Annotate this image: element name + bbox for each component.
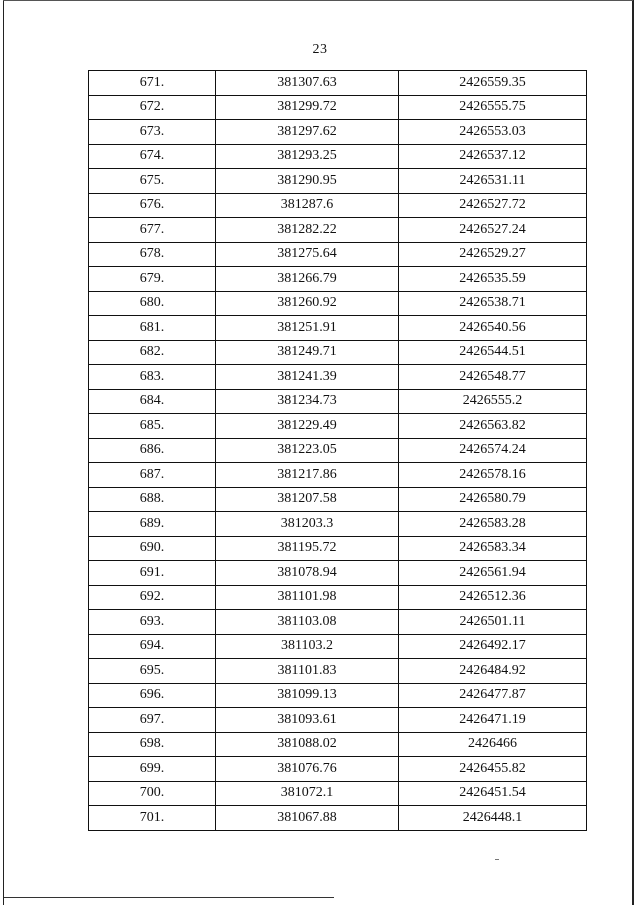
y-coordinate-cell: 2426544.51 [399, 340, 587, 365]
x-coordinate-cell: 381099.13 [216, 683, 399, 708]
y-coordinate-cell: 2426455.82 [399, 757, 587, 782]
point-number-cell: 678. [89, 242, 216, 267]
point-number-cell: 699. [89, 757, 216, 782]
x-coordinate-cell: 381067.88 [216, 806, 399, 831]
x-coordinate-cell: 381287.6 [216, 193, 399, 218]
table-row [89, 120, 587, 145]
page-border-top [3, 0, 633, 1]
point-number-cell: 691. [89, 561, 216, 586]
table-row [89, 340, 587, 365]
x-coordinate-cell: 381195.72 [216, 536, 399, 561]
x-coordinate-cell: 381076.76 [216, 757, 399, 782]
y-coordinate-cell: 2426484.92 [399, 659, 587, 684]
y-coordinate-cell: 2426583.34 [399, 536, 587, 561]
x-coordinate-cell: 381234.73 [216, 389, 399, 414]
y-coordinate-cell: 2426553.03 [399, 120, 587, 145]
table-row [89, 512, 587, 537]
point-number-cell: 695. [89, 659, 216, 684]
x-coordinate-cell: 381229.49 [216, 414, 399, 439]
table-row [89, 806, 587, 831]
point-number-cell: 675. [89, 169, 216, 194]
y-coordinate-cell: 2426580.79 [399, 487, 587, 512]
point-number-cell: 688. [89, 487, 216, 512]
point-number-cell: 671. [89, 71, 216, 96]
table-row [89, 438, 587, 463]
point-number-cell: 696. [89, 683, 216, 708]
x-coordinate-cell: 381072.1 [216, 781, 399, 806]
point-number-cell: 693. [89, 610, 216, 635]
point-number-cell: 701. [89, 806, 216, 831]
y-coordinate-cell: 2426555.2 [399, 389, 587, 414]
table-row [89, 781, 587, 806]
page-border-right [632, 0, 634, 905]
x-coordinate-cell: 381103.08 [216, 610, 399, 635]
point-number-cell: 692. [89, 585, 216, 610]
table-row [89, 316, 587, 341]
page-number: 23 [312, 42, 328, 57]
table-row [89, 561, 587, 586]
y-coordinate-cell: 2426466 [399, 732, 587, 757]
point-number-cell: 680. [89, 291, 216, 316]
table-row [89, 708, 587, 733]
table-row [89, 414, 587, 439]
y-coordinate-cell: 2426574.24 [399, 438, 587, 463]
page-border-left [3, 0, 4, 905]
point-number-cell: 672. [89, 95, 216, 120]
y-coordinate-cell: 2426527.72 [399, 193, 587, 218]
y-coordinate-cell: 2426559.35 [399, 71, 587, 96]
table-row [89, 487, 587, 512]
x-coordinate-cell: 381088.02 [216, 732, 399, 757]
y-coordinate-cell: 2426471.19 [399, 708, 587, 733]
y-coordinate-cell: 2426537.12 [399, 144, 587, 169]
y-coordinate-cell: 2426477.87 [399, 683, 587, 708]
y-coordinate-cell: 2426540.56 [399, 316, 587, 341]
coordinates-table [88, 70, 587, 831]
table-row [89, 610, 587, 635]
table-row [89, 267, 587, 292]
table-row [89, 463, 587, 488]
x-coordinate-cell: 381207.58 [216, 487, 399, 512]
table-row [89, 389, 587, 414]
y-coordinate-cell: 2426527.24 [399, 218, 587, 243]
x-coordinate-cell: 381101.83 [216, 659, 399, 684]
table-row [89, 95, 587, 120]
point-number-cell: 673. [89, 120, 216, 145]
table-row [89, 757, 587, 782]
x-coordinate-cell: 381241.39 [216, 365, 399, 390]
x-coordinate-cell: 381282.22 [216, 218, 399, 243]
table-row [89, 585, 587, 610]
x-coordinate-cell: 381217.86 [216, 463, 399, 488]
y-coordinate-cell: 2426578.16 [399, 463, 587, 488]
point-number-cell: 677. [89, 218, 216, 243]
point-number-cell: 679. [89, 267, 216, 292]
point-number-cell: 683. [89, 365, 216, 390]
x-coordinate-cell: 381101.98 [216, 585, 399, 610]
x-coordinate-cell: 381093.61 [216, 708, 399, 733]
x-coordinate-cell: 381103.2 [216, 634, 399, 659]
y-coordinate-cell: 2426531.11 [399, 169, 587, 194]
table-row [89, 634, 587, 659]
point-number-cell: 694. [89, 634, 216, 659]
x-coordinate-cell: 381275.64 [216, 242, 399, 267]
y-coordinate-cell: 2426512.36 [399, 585, 587, 610]
point-number-cell: 682. [89, 340, 216, 365]
point-number-cell: 681. [89, 316, 216, 341]
y-coordinate-cell: 2426583.28 [399, 512, 587, 537]
point-number-cell: 690. [89, 536, 216, 561]
x-coordinate-cell: 381251.91 [216, 316, 399, 341]
x-coordinate-cell: 381078.94 [216, 561, 399, 586]
x-coordinate-cell: 381290.95 [216, 169, 399, 194]
table-row [89, 683, 587, 708]
point-number-cell: 687. [89, 463, 216, 488]
y-coordinate-cell: 2426555.75 [399, 95, 587, 120]
y-coordinate-cell: 2426451.54 [399, 781, 587, 806]
table-row [89, 536, 587, 561]
table-row [89, 169, 587, 194]
point-number-cell: 676. [89, 193, 216, 218]
bottom-rule [4, 897, 334, 898]
y-coordinate-cell: 2426538.71 [399, 291, 587, 316]
y-coordinate-cell: 2426448.1 [399, 806, 587, 831]
point-number-cell: 686. [89, 438, 216, 463]
x-coordinate-cell: 381293.25 [216, 144, 399, 169]
table-row [89, 242, 587, 267]
table-row [89, 71, 587, 96]
x-coordinate-cell: 381307.63 [216, 71, 399, 96]
point-number-cell: 684. [89, 389, 216, 414]
y-coordinate-cell: 2426548.77 [399, 365, 587, 390]
coordinates-table-body [89, 71, 587, 831]
x-coordinate-cell: 381260.92 [216, 291, 399, 316]
point-number-cell: 700. [89, 781, 216, 806]
x-coordinate-cell: 381297.62 [216, 120, 399, 145]
point-number-cell: 698. [89, 732, 216, 757]
point-number-cell: 685. [89, 414, 216, 439]
x-coordinate-cell: 381266.79 [216, 267, 399, 292]
point-number-cell: 697. [89, 708, 216, 733]
table-row [89, 732, 587, 757]
table-row [89, 193, 587, 218]
x-coordinate-cell: 381223.05 [216, 438, 399, 463]
y-coordinate-cell: 2426563.82 [399, 414, 587, 439]
scan-mark [495, 859, 499, 860]
y-coordinate-cell: 2426535.59 [399, 267, 587, 292]
table-row [89, 218, 587, 243]
y-coordinate-cell: 2426561.94 [399, 561, 587, 586]
table-row [89, 659, 587, 684]
x-coordinate-cell: 381203.3 [216, 512, 399, 537]
point-number-cell: 674. [89, 144, 216, 169]
table-row [89, 291, 587, 316]
x-coordinate-cell: 381299.72 [216, 95, 399, 120]
table-row [89, 365, 587, 390]
x-coordinate-cell: 381249.71 [216, 340, 399, 365]
y-coordinate-cell: 2426492.17 [399, 634, 587, 659]
y-coordinate-cell: 2426501.11 [399, 610, 587, 635]
point-number-cell: 689. [89, 512, 216, 537]
y-coordinate-cell: 2426529.27 [399, 242, 587, 267]
table-row [89, 144, 587, 169]
